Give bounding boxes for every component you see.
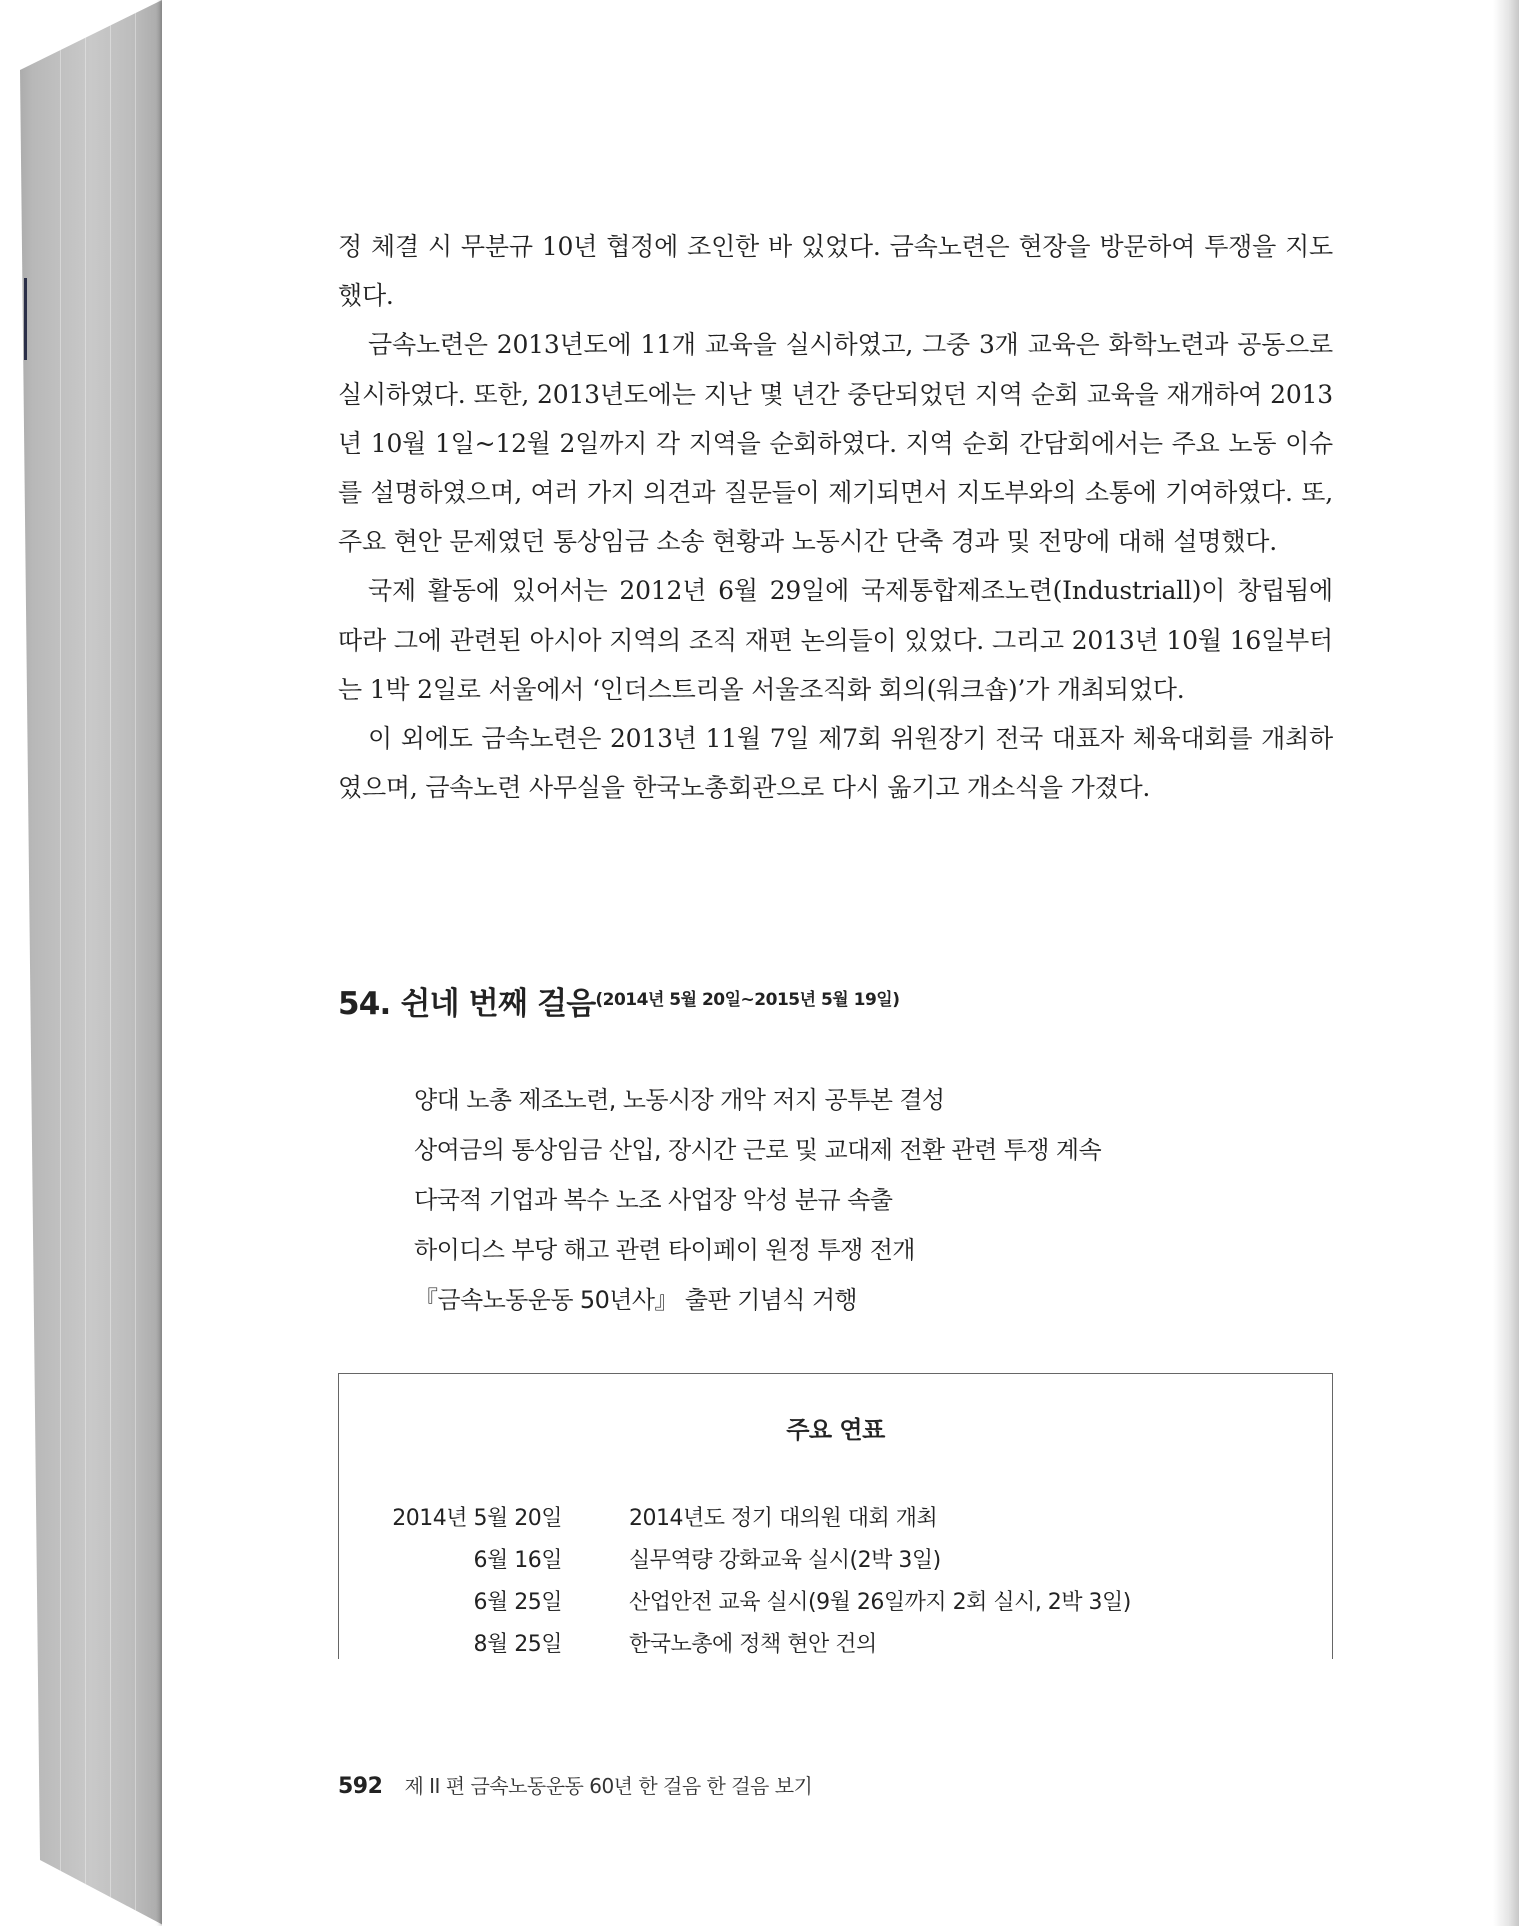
chronology-date: 6월 25일 bbox=[473, 1590, 562, 1615]
summary-item: 다국적 기업과 복수 노조 사업장 악성 분규 속출 bbox=[414, 1186, 893, 1214]
chronology-event: 2014년도 정기 대의원 대회 개최 bbox=[629, 1506, 938, 1531]
spine-mark bbox=[24, 278, 27, 360]
summary-item: 양대 노총 제조노련, 노동시장 개악 저지 공투본 결성 bbox=[414, 1086, 945, 1114]
chronology-box bbox=[338, 1373, 1333, 1659]
chronology-date: 6월 16일 bbox=[473, 1548, 562, 1573]
section-heading bbox=[338, 978, 899, 1023]
body-paragraph: 금속노련은 2013년도에 11개 교육을 실시하였고, 그중 3개 교육은 화학노련과 공동으로 실시하였다. 또한, 2013년도에는 지난 몇 년간 중단되었던 지역 순회 교육을 재개하여 2013년 10월 1일~12월 2일까지 각 지역을 순회하였다. 지역 순회 간담회에서는 주요 노동 이슈를 설명하였으며, 여러 가지 의견과 질문들이 제기되면서 지도부와의 소통에 기여하였다. 또, 주요 현안 문제였던 통상임금 소송 현황과 노동시간 단축 경과 및 전망에 대해 설명했다. bbox=[338, 330, 1333, 557]
chronology-row bbox=[339, 1501, 1332, 1543]
chronology-row bbox=[339, 1585, 1332, 1627]
summary-item: 『금속노동운동 50년사』 출판 기념식 거행 bbox=[414, 1286, 858, 1314]
section-title: 54. 쉰네 번째 걸음 bbox=[338, 986, 596, 1022]
body-paragraph: 이 외에도 금속노련은 2013년 11월 7일 제7회 위원장기 전국 대표자 체육대회를 개최하였으며, 금속노련 사무실을 한국노총회관으로 다시 옮기고 개소식을 가졌다. bbox=[338, 724, 1333, 803]
chronology-event: 실무역량 강화교육 실시(2박 3일) bbox=[629, 1548, 941, 1573]
chronology-event: 한국노총에 정책 현안 건의 bbox=[629, 1632, 877, 1657]
body-text bbox=[338, 222, 1333, 812]
section-period: (2014년 5월 20일~2015년 5월 19일) bbox=[595, 990, 900, 1010]
chronology-date: 2014년 5월 20일 bbox=[392, 1506, 562, 1531]
body-paragraph: 정 체결 시 무분규 10년 협정에 조인한 바 있었다. 금속노련은 현장을 방문하여 투쟁을 지도했다. bbox=[338, 232, 1333, 311]
section-summary bbox=[414, 1075, 1314, 1325]
chronology-event: 산업안전 교육 실시(9월 26일까지 2회 실시, 2박 3일) bbox=[629, 1590, 1131, 1615]
footer-label: 제 II 편 금속노동운동 60년 한 걸음 한 걸음 보기 bbox=[404, 1774, 813, 1798]
chronology-date: 8월 25일 bbox=[473, 1632, 562, 1657]
page-number: 592 bbox=[338, 1774, 383, 1799]
body-paragraph: 국제 활동에 있어서는 2012년 6월 29일에 국제통합제조노련(Industriall)이 창립됨에 따라 그에 관련된 아시아 지역의 조직 재편 논의들이 있었다. 그리고 2013년 10월 16일부터는 1박 2일로 서울에서 ‘인더스트리올 서울조직화 회의(워크숍)’가 개최되었다. bbox=[338, 576, 1333, 704]
chronology-title: 주요 연표 bbox=[786, 1416, 885, 1444]
page-right-shadow bbox=[1493, 0, 1519, 1926]
chronology-row bbox=[339, 1627, 1332, 1669]
summary-item: 하이디스 부당 해고 관련 타이페이 원정 투쟁 전개 bbox=[414, 1236, 915, 1264]
chronology-row bbox=[339, 1543, 1332, 1585]
summary-item: 상여금의 통상임금 산입, 장시간 근로 및 교대제 전환 관련 투쟁 계속 bbox=[414, 1136, 1102, 1164]
page-footer bbox=[338, 1770, 812, 1799]
